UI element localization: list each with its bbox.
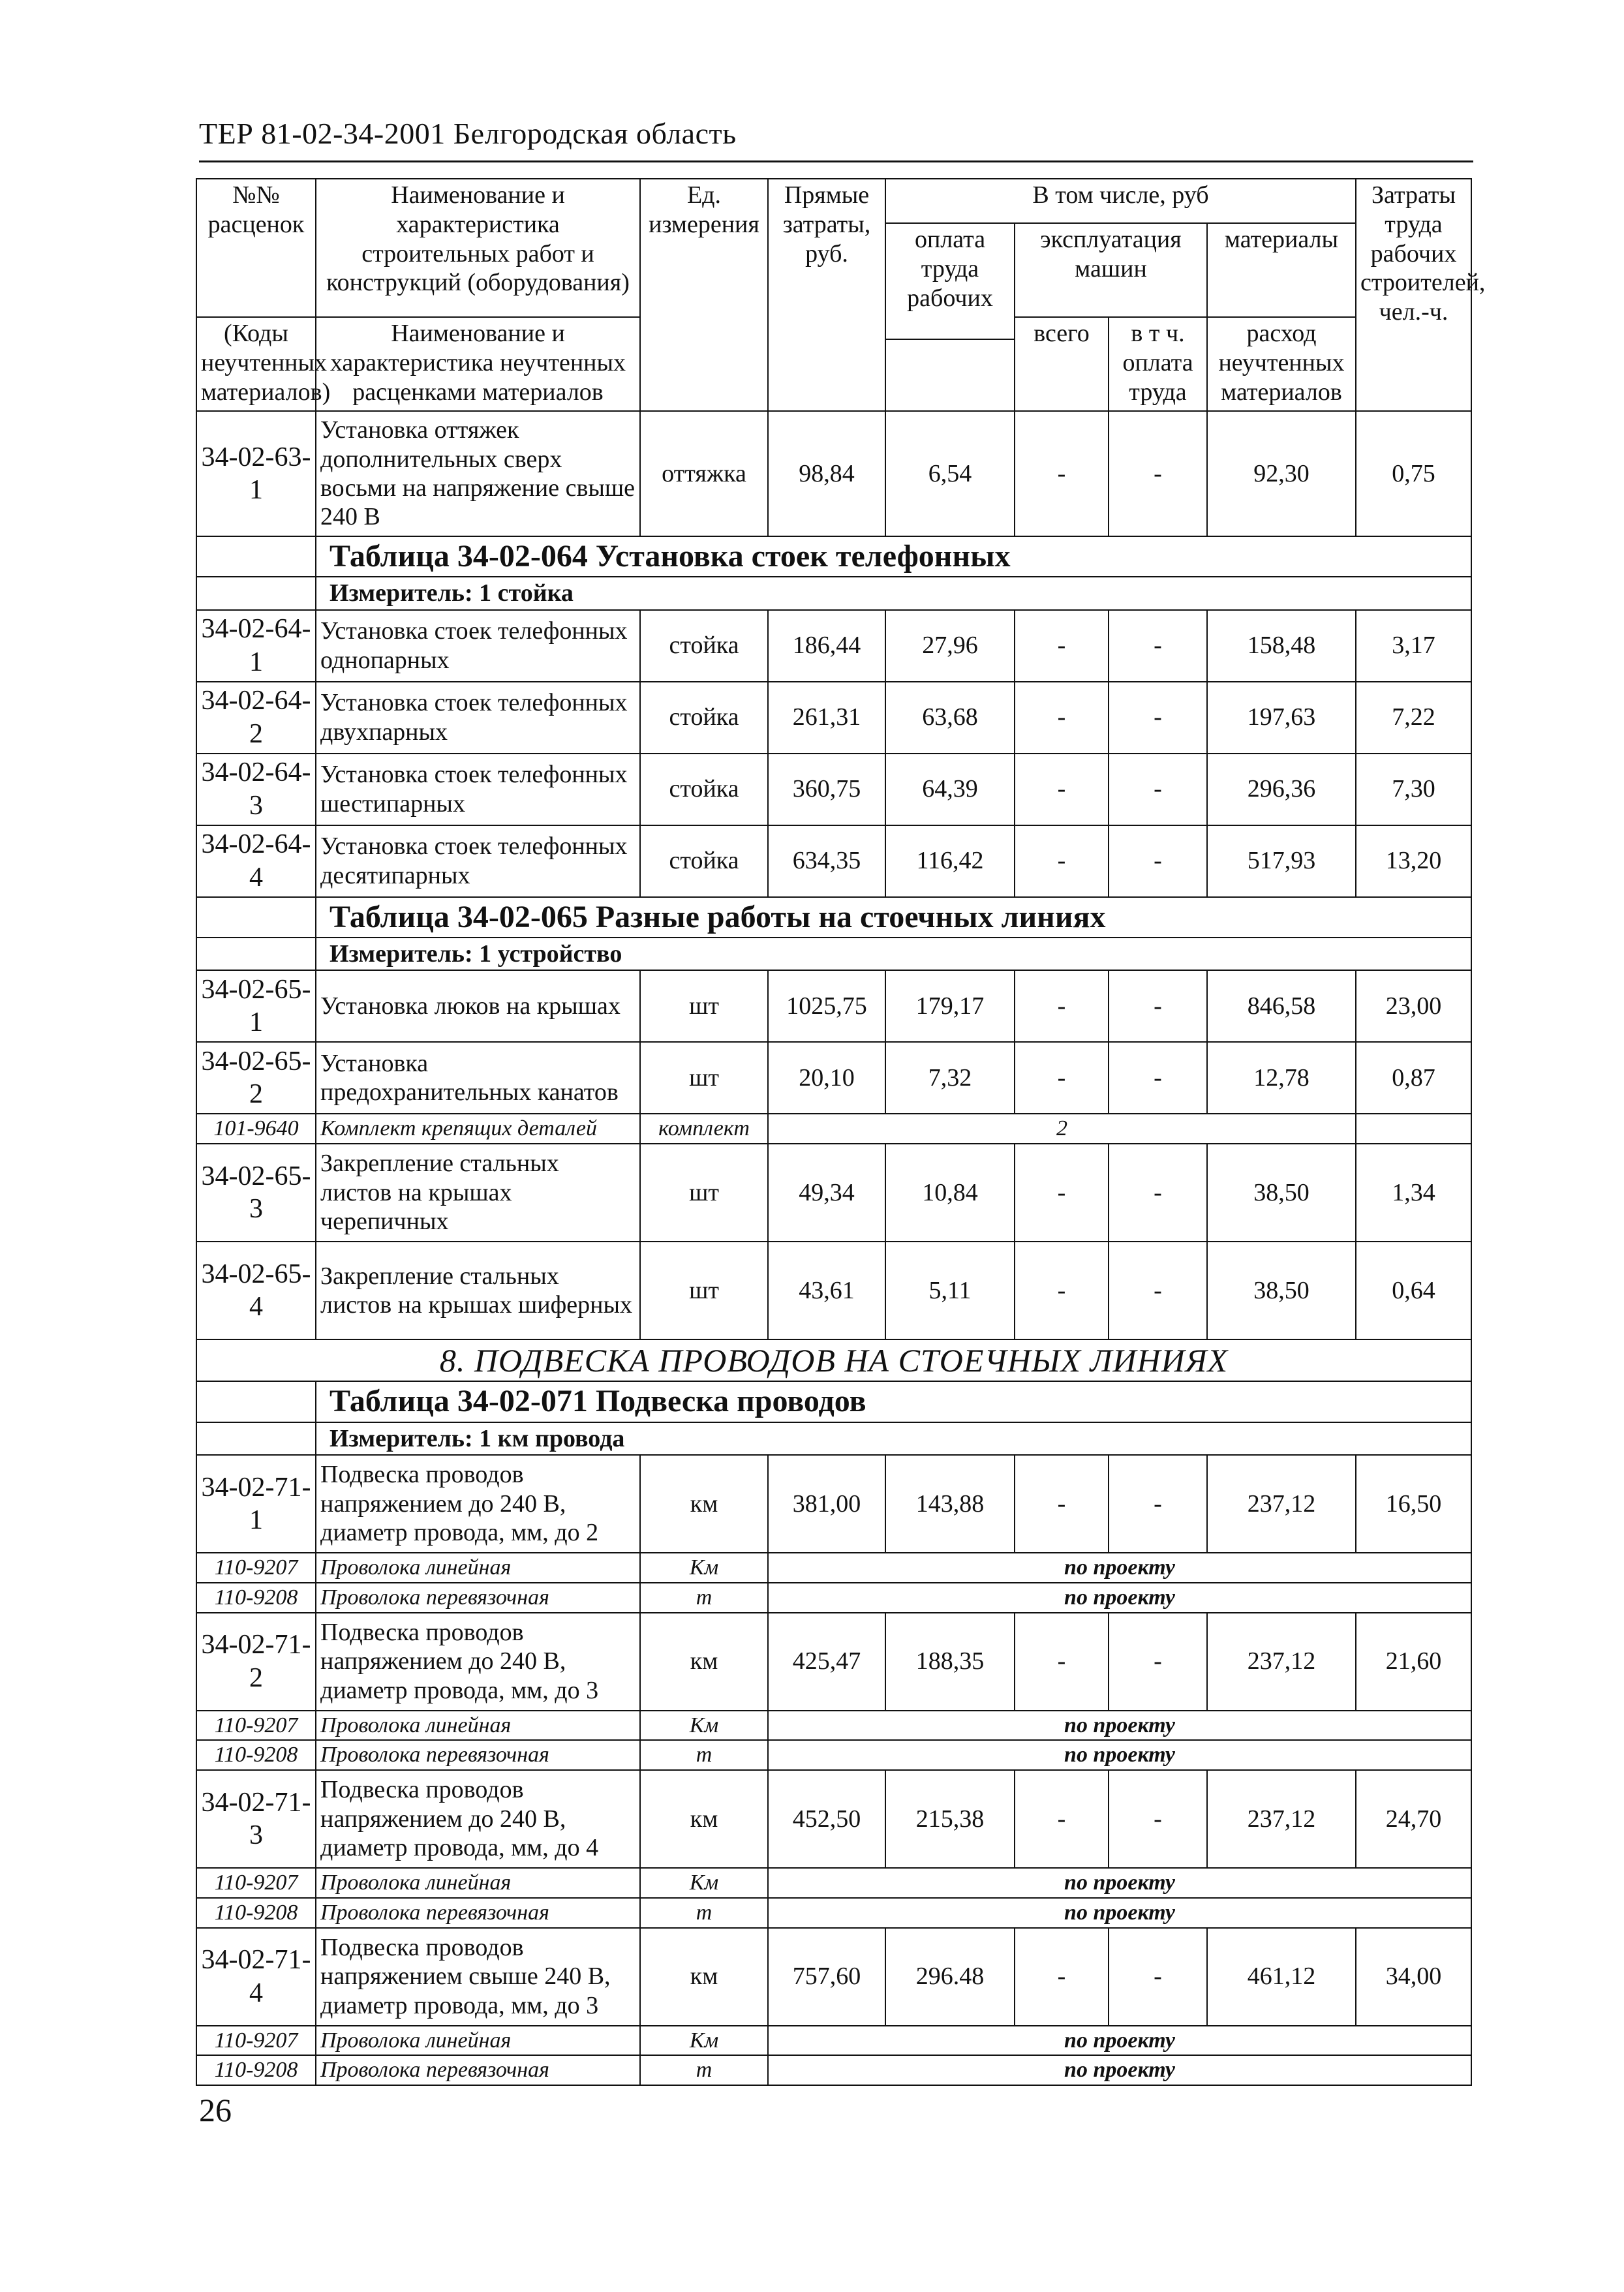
rate-workers: 3,17	[1356, 610, 1471, 682]
rate-workers: 13,20	[1356, 825, 1471, 897]
page-number: 26	[199, 2092, 232, 2128]
material-code: 110-9207	[196, 1553, 316, 1583]
rate-unit: шт	[640, 970, 768, 1042]
rate-unit: стойка	[640, 682, 768, 754]
rate-code: 34-02-64-4	[196, 825, 316, 897]
meter-row	[196, 577, 1471, 609]
meter-row	[196, 938, 1471, 970]
rate-materials: 296,36	[1207, 754, 1356, 825]
rate-workers: 7,22	[1356, 682, 1471, 754]
material-quantity: по проекту	[768, 1740, 1471, 1770]
rate-materials: 197,63	[1207, 682, 1356, 754]
rate-unit: км	[640, 1770, 768, 1868]
rate-machines-labor: -	[1109, 1770, 1207, 1868]
material-quantity: по проекту	[768, 1711, 1471, 1741]
col-code-sub-header: (Коды неучтенных материалов)	[196, 317, 316, 411]
rate-machines-labor: -	[1109, 1455, 1207, 1553]
rate-workers: 0,75	[1356, 411, 1471, 536]
material-unit: Км	[640, 2026, 768, 2056]
material-row	[196, 1711, 1471, 1741]
material-name: Проволока линейная	[316, 1553, 640, 1583]
col-labor-header: оплата труда рабочих	[885, 223, 1015, 339]
rate-direct: 360,75	[768, 754, 885, 825]
material-row	[196, 1553, 1471, 1583]
table-064-meter: Измеритель: 1 стойка	[316, 577, 1471, 609]
rate-materials: 846,58	[1207, 970, 1356, 1042]
material-code: 110-9208	[196, 1898, 316, 1928]
material-name: Комплект крепящих деталей	[316, 1114, 640, 1144]
rate-workers: 23,00	[1356, 970, 1471, 1042]
material-quantity: 2	[768, 1114, 1356, 1144]
rate-labor: 6,54	[885, 411, 1015, 536]
material-name: Проволока перевязочная	[316, 1740, 640, 1770]
rate-labor: 179,17	[885, 970, 1015, 1042]
rate-code: 34-02-63-1	[196, 411, 316, 536]
material-quantity: по проекту	[768, 1898, 1471, 1928]
rate-row	[196, 1042, 1471, 1114]
rate-unit: км	[640, 1455, 768, 1553]
rate-name: Подвеска проводов напряжением свыше 240 В, диаметр провода, мм, до 3	[316, 1928, 640, 2026]
material-row	[196, 2055, 1471, 2085]
rate-direct: 261,31	[768, 682, 885, 754]
table-title-row	[196, 536, 1471, 577]
rate-machines-labor: -	[1109, 825, 1207, 897]
col-code-header: №№ расценок	[196, 179, 316, 317]
rate-labor: 27,96	[885, 610, 1015, 682]
rate-unit: стойка	[640, 825, 768, 897]
rate-direct: 1025,75	[768, 970, 885, 1042]
rate-name: Подвеска проводов напряжением до 240 В, диаметр провода, мм, до 3	[316, 1613, 640, 1711]
table-065-meter: Измеритель: 1 устройство	[316, 938, 1471, 970]
rate-row	[196, 825, 1471, 897]
material-name: Проволока линейная	[316, 1711, 640, 1741]
rate-workers: 34,00	[1356, 1928, 1471, 2026]
rate-direct: 425,47	[768, 1613, 885, 1711]
material-name: Проволока линейная	[316, 1868, 640, 1898]
rate-machines-total: -	[1015, 1770, 1109, 1868]
table-071-title: Таблица 34-02-071 Подвеска проводов	[316, 1381, 1471, 1422]
rate-code: 34-02-64-1	[196, 610, 316, 682]
section-row	[196, 1339, 1471, 1382]
rate-row	[196, 1770, 1471, 1868]
table-064-title: Таблица 34-02-064 Установка стоек телефонных	[316, 536, 1471, 577]
rate-code: 34-02-65-3	[196, 1144, 316, 1242]
rate-direct: 757,60	[768, 1928, 885, 2026]
document-header: ТЕР 81-02-34-2001 Белгородская область	[199, 117, 737, 150]
rate-workers: 7,30	[1356, 754, 1471, 825]
col-incl-labor-header: в т ч. оплата труда	[1109, 317, 1207, 411]
rate-direct: 49,34	[768, 1144, 885, 1242]
rate-code: 34-02-65-4	[196, 1242, 316, 1339]
rate-unit: шт	[640, 1242, 768, 1339]
rate-machines-labor: -	[1109, 1613, 1207, 1711]
rate-row	[196, 1613, 1471, 1711]
rate-materials: 38,50	[1207, 1144, 1356, 1242]
material-quantity: по проекту	[768, 1553, 1471, 1583]
rate-name: Установка стоек телефонных десятипарных	[316, 825, 640, 897]
material-quantity: по проекту	[768, 1868, 1471, 1898]
rate-name: Установка предохранительных канатов	[316, 1042, 640, 1114]
material-name: Проволока перевязочная	[316, 1583, 640, 1613]
material-code: 110-9207	[196, 1868, 316, 1898]
rate-unit: км	[640, 1613, 768, 1711]
material-row	[196, 1868, 1471, 1898]
rate-machines-total: -	[1015, 1242, 1109, 1339]
rate-workers: 1,34	[1356, 1144, 1471, 1242]
col-workers-header: Затраты труда рабочих строителей, чел.-ч.	[1356, 179, 1471, 411]
header-rule	[199, 160, 1473, 162]
material-code: 110-9208	[196, 1583, 316, 1613]
rate-labor: 116,42	[885, 825, 1015, 897]
rate-labor: 143,88	[885, 1455, 1015, 1553]
rate-row	[196, 682, 1471, 754]
rate-name: Установка люков на крышах	[316, 970, 640, 1042]
rate-machines-labor: -	[1109, 1144, 1207, 1242]
rate-machines-total: -	[1015, 825, 1109, 897]
rate-machines-labor: -	[1109, 970, 1207, 1042]
material-code: 110-9207	[196, 2026, 316, 2056]
rate-name: Установка стоек телефонных шестипарных	[316, 754, 640, 825]
rate-unit: стойка	[640, 754, 768, 825]
rate-unit: шт	[640, 1144, 768, 1242]
rate-materials: 12,78	[1207, 1042, 1356, 1114]
header-row-1	[196, 179, 1471, 223]
rate-direct: 452,50	[768, 1770, 885, 1868]
rate-machines-labor: -	[1109, 411, 1207, 536]
rate-name: Подвеска проводов напряжением до 240 В, диаметр провода, мм, до 2	[316, 1455, 640, 1553]
rate-machines-labor: -	[1109, 1242, 1207, 1339]
material-row	[196, 2026, 1471, 2056]
col-name-header: Наименование и характеристика строительных работ и конструкций (оборудования)	[316, 179, 640, 317]
material-unit: Км	[640, 1711, 768, 1741]
col-materials-header: материалы	[1207, 223, 1356, 317]
rate-machines-total: -	[1015, 682, 1109, 754]
material-row	[196, 1898, 1471, 1928]
rate-unit: стойка	[640, 610, 768, 682]
material-quantity: по проекту	[768, 2055, 1471, 2085]
rate-machines-total: -	[1015, 1613, 1109, 1711]
rate-materials: 237,12	[1207, 1455, 1356, 1553]
rate-workers: 0,64	[1356, 1242, 1471, 1339]
rate-direct: 43,61	[768, 1242, 885, 1339]
rate-row	[196, 610, 1471, 682]
material-unit: т	[640, 1583, 768, 1613]
rate-workers: 24,70	[1356, 1770, 1471, 1868]
rate-code: 34-02-64-3	[196, 754, 316, 825]
rate-machines-total: -	[1015, 1455, 1109, 1553]
rate-unit: шт	[640, 1042, 768, 1114]
rate-direct: 186,44	[768, 610, 885, 682]
rate-machines-total: -	[1015, 1928, 1109, 2026]
table-title-row	[196, 1381, 1471, 1422]
rate-labor: 63,68	[885, 682, 1015, 754]
rate-labor: 64,39	[885, 754, 1015, 825]
rate-labor: 215,38	[885, 1770, 1015, 1868]
table-065-title: Таблица 34-02-065 Разные работы на стоечных линиях	[316, 897, 1471, 938]
col-machines-header: эксплуатация машин	[1015, 223, 1207, 317]
rate-machines-labor: -	[1109, 754, 1207, 825]
rate-name: Подвеска проводов напряжением до 240 В, диаметр провода, мм, до 4	[316, 1770, 640, 1868]
table-title-row	[196, 897, 1471, 938]
rate-direct: 20,10	[768, 1042, 885, 1114]
rate-materials: 38,50	[1207, 1242, 1356, 1339]
rate-machines-total: -	[1015, 610, 1109, 682]
material-name: Проволока линейная	[316, 2026, 640, 2056]
rate-materials: 92,30	[1207, 411, 1356, 536]
rate-direct: 634,35	[768, 825, 885, 897]
rate-workers: 21,60	[1356, 1613, 1471, 1711]
rate-materials: 517,93	[1207, 825, 1356, 897]
rate-labor: 296.48	[885, 1928, 1015, 2026]
rate-code: 34-02-65-1	[196, 970, 316, 1042]
material-name: Проволока перевязочная	[316, 2055, 640, 2085]
rate-materials: 237,12	[1207, 1770, 1356, 1868]
rate-row	[196, 411, 1471, 536]
rate-code: 34-02-65-2	[196, 1042, 316, 1114]
material-unit: т	[640, 2055, 768, 2085]
rate-row	[196, 754, 1471, 825]
material-quantity: по проекту	[768, 1583, 1471, 1613]
rate-unit: оттяжка	[640, 411, 768, 536]
rate-name: Установка оттяжек дополнительных сверх восьми на напряжение свыше 240 В	[316, 411, 640, 536]
col-unit-header: Ед. измерения	[640, 179, 768, 411]
rate-workers: 0,87	[1356, 1042, 1471, 1114]
rate-labor: 5,11	[885, 1242, 1015, 1339]
material-quantity: по проекту	[768, 2026, 1471, 2056]
col-direct-header: Прямые затраты, руб.	[768, 179, 885, 411]
rate-materials: 461,12	[1207, 1928, 1356, 2026]
rate-code: 34-02-71-1	[196, 1455, 316, 1553]
rate-machines-total: -	[1015, 970, 1109, 1042]
rate-machines-labor: -	[1109, 1042, 1207, 1114]
material-unit: Км	[640, 1868, 768, 1898]
col-incl-header: В том числе, руб	[885, 179, 1356, 223]
rate-row	[196, 1144, 1471, 1242]
rate-machines-total: -	[1015, 754, 1109, 825]
rate-code: 34-02-71-3	[196, 1770, 316, 1868]
material-code: 110-9207	[196, 1711, 316, 1741]
table-071-meter: Измеритель: 1 км провода	[316, 1422, 1471, 1455]
material-row	[196, 1583, 1471, 1613]
rate-name: Закрепление стальных листов на крышах шиферных	[316, 1242, 640, 1339]
meter-row	[196, 1422, 1471, 1455]
rate-machines-labor: -	[1109, 682, 1207, 754]
rate-row	[196, 1928, 1471, 2026]
rate-machines-total: -	[1015, 1042, 1109, 1114]
rate-direct: 381,00	[768, 1455, 885, 1553]
material-row	[196, 1114, 1471, 1144]
rates-table	[196, 178, 1486, 2086]
material-unit: т	[640, 1740, 768, 1770]
rate-workers: 16,50	[1356, 1455, 1471, 1553]
rate-direct: 98,84	[768, 411, 885, 536]
material-row	[196, 1740, 1471, 1770]
material-code: 110-9208	[196, 1740, 316, 1770]
material-unit: Км	[640, 1553, 768, 1583]
rate-machines-labor: -	[1109, 610, 1207, 682]
rate-materials: 237,12	[1207, 1613, 1356, 1711]
rate-row	[196, 1455, 1471, 1553]
material-code: 110-9208	[196, 2055, 316, 2085]
rate-name: Установка стоек телефонных двухпарных	[316, 682, 640, 754]
rate-unit: км	[640, 1928, 768, 2026]
rate-labor: 10,84	[885, 1144, 1015, 1242]
col-materials-sub-header: расход неучтенных материалов	[1207, 317, 1356, 411]
rate-row	[196, 1242, 1471, 1339]
rate-labor: 188,35	[885, 1613, 1015, 1711]
rate-name: Закрепление стальных листов на крышах черепичных	[316, 1144, 640, 1242]
rate-machines-labor: -	[1109, 1928, 1207, 2026]
rate-machines-total: -	[1015, 411, 1109, 536]
material-unit: комплект	[640, 1114, 768, 1144]
rate-code: 34-02-64-2	[196, 682, 316, 754]
rate-code: 34-02-71-4	[196, 1928, 316, 2026]
section-8-title: 8. ПОДВЕСКА ПРОВОДОВ НА СТОЕЧНЫХ ЛИНИЯХ	[196, 1339, 1471, 1382]
col-total-header: всего	[1015, 317, 1109, 411]
rate-labor: 7,32	[885, 1042, 1015, 1114]
rate-row	[196, 970, 1471, 1042]
col-name-sub-header: Наименование и характеристика неучтенных расценками материалов	[316, 317, 640, 411]
rate-code: 34-02-71-2	[196, 1613, 316, 1711]
material-code: 101-9640	[196, 1114, 316, 1144]
rate-materials: 158,48	[1207, 610, 1356, 682]
rate-machines-total: -	[1015, 1144, 1109, 1242]
rate-name: Установка стоек телефонных однопарных	[316, 610, 640, 682]
material-name: Проволока перевязочная	[316, 1898, 640, 1928]
material-unit: т	[640, 1898, 768, 1928]
